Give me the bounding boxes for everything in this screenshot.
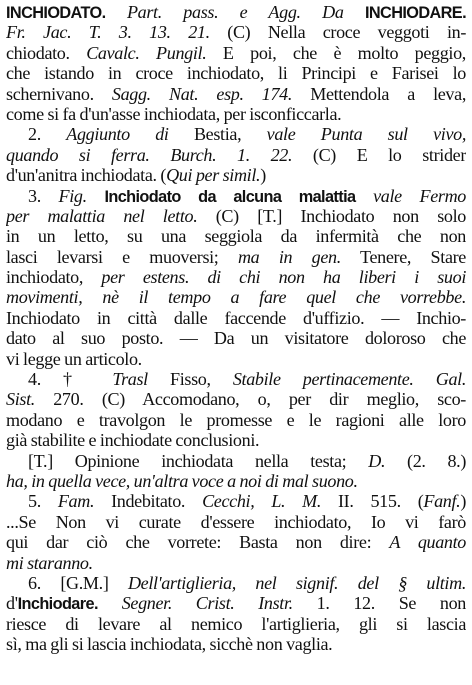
entry-line: [6, 226, 466, 246]
text-run: E poi, che è molto peggio,: [206, 42, 466, 63]
text-run: (2. 8.): [385, 450, 466, 471]
text-run: [T.] Opinione inchiodata nella testa;: [28, 450, 369, 471]
entry-line: [6, 145, 466, 165]
text-run: d'un'anitra inchiodata. (: [6, 165, 167, 186]
grammar-note: Aggiunto di: [66, 124, 169, 145]
entry-line: [6, 491, 466, 511]
text-run: Indebitato.: [94, 491, 203, 512]
entry-line: [6, 267, 466, 287]
text-run: vi legge un articolo.: [6, 348, 142, 369]
text-run: Fisso,: [147, 369, 233, 390]
citation: Fanf.: [423, 491, 461, 512]
entry-line: [6, 328, 466, 348]
text-run: Mettendola a leva,: [292, 83, 466, 104]
text-run: inchiodato,: [6, 267, 102, 288]
text-run: (C) Nella croce veggoti in-: [209, 22, 466, 43]
grammar-note: Trasl: [112, 369, 148, 390]
sense-number: 2.: [28, 124, 67, 145]
text-run: ): [260, 165, 266, 186]
entry-line: [6, 451, 466, 471]
entry-line: [6, 410, 466, 430]
sense-number: 3.: [28, 185, 59, 206]
text-run: [106, 2, 127, 22]
entry-line: [6, 186, 466, 206]
text-run: in un letto, su una seggiola da infermità che non: [6, 226, 466, 247]
text-run: che istando in croce inchiodato, li Principi e Farisei lo: [6, 63, 466, 84]
text-run: (C) [T.] Inchiodato non solo: [197, 205, 466, 226]
cross-reference: INCHIODARE.: [364, 4, 466, 22]
entry-line: [6, 124, 466, 144]
grammar-note: Part. pass. e Agg. Da: [126, 2, 365, 22]
entry-line: [6, 2, 466, 22]
grammar-note: vale: [266, 124, 296, 145]
text-run: II. 515. (: [321, 491, 424, 512]
entry-line: [6, 614, 466, 634]
definition: Stabile pertinacemente. Gal.: [232, 369, 466, 390]
entry-line: [6, 308, 466, 328]
grammar-note: Qui per simil.: [166, 165, 261, 186]
entry-line: [6, 593, 466, 613]
text-run: Bestia,: [168, 124, 267, 145]
definition: Punta sul vivo,: [295, 124, 466, 145]
text-run: Inchiodato in città dalle faccende d'uffizio. — Inchio-: [6, 307, 466, 328]
entry-line: [6, 389, 466, 409]
definition: per malattia nel letto.: [6, 205, 198, 226]
quotation: A quanto: [389, 532, 466, 553]
text-run: ): [460, 491, 466, 512]
entry-line: [6, 84, 466, 104]
quotation: mi staranno.: [6, 552, 93, 573]
text-run: [87, 186, 105, 206]
grammar-note: Fig.: [58, 185, 87, 206]
text-run: riesce di levare al nemico l'artiglieria, gli si lascia: [6, 613, 466, 634]
entry-line: [6, 22, 466, 42]
sense-number: 6. [G.M.]: [28, 572, 128, 593]
citation: D.: [368, 450, 386, 471]
grammar-note: Fam.: [57, 491, 95, 512]
definition: per estens. di chi non ha liberi i suoi: [101, 267, 466, 288]
entry-line: [6, 430, 466, 450]
entry-line: [6, 512, 466, 532]
entry-line: [6, 247, 466, 267]
text-run: lasci levarsi e muoversi;: [6, 246, 238, 267]
citation: Cecchi, L. M.: [202, 491, 322, 512]
entry-line: [6, 532, 466, 552]
citation: Fr. Jac. T. 3. 13. 21.: [6, 22, 210, 43]
quotation: ha, in quella vece, un'altra voce a noi di mal suono.: [6, 470, 358, 491]
entry-line: [6, 206, 466, 226]
entry-line: [6, 104, 466, 124]
cross-reference: Inchiodare.: [17, 595, 98, 614]
sense-number: 4. †: [28, 369, 113, 390]
headword: INCHIODATO.: [6, 4, 106, 22]
entry-line: [6, 349, 466, 369]
grammar-note: ma in gen.: [237, 246, 341, 267]
text-run: (C) E lo strider: [292, 144, 466, 165]
text-run: Tenere, Stare: [340, 246, 466, 267]
entry-line: [6, 553, 466, 573]
citation: Segner. Crist. Instr.: [121, 593, 293, 614]
entry-line: [6, 634, 466, 654]
phrase-headword: Inchiodato da alcuna malattia: [104, 187, 356, 206]
entry-line: [6, 43, 466, 63]
citation: Cavalc. Pungil.: [86, 42, 207, 63]
definition: movimenti, nè il tempo a fare quel che vorrebbe.: [6, 287, 466, 308]
text-run: 270. (C) Accomodano, o, per dir meglio, sco-: [34, 389, 466, 410]
citation: Sist.: [6, 389, 35, 410]
definition: vale Fermo: [355, 185, 466, 206]
text-run: come si fa d'un'asse inchiodata, per isconficcarla.: [6, 103, 342, 124]
text-run: 1. 12. Se non: [292, 593, 466, 614]
text-run: ...Se Non vi curate d'essere inchiodato, Io vi farò: [6, 511, 466, 532]
text-run: già stabilite e inchiodate conclusioni.: [6, 430, 260, 451]
text-run: dato al suo posto. — Da un visitatore doloroso che: [6, 328, 466, 349]
entry-line: [6, 287, 466, 307]
sense-number: 5.: [28, 491, 58, 512]
definition: Dell'artiglieria, nel signif. del § ultim.: [127, 572, 466, 593]
text-run: sì, ma gli si lascia inchiodata, sicchè non vaglia.: [6, 634, 333, 655]
text-run: d': [6, 593, 18, 614]
entry-line: [6, 573, 466, 593]
citation: quando si ferra. Burch. 1. 22.: [6, 144, 293, 165]
citation: Sagg. Nat. esp. 174.: [111, 83, 293, 104]
text-run: qui dar ciò che vorrete: Basta non dire:: [6, 532, 390, 553]
entry-line: [6, 63, 466, 83]
text-run: chiodato.: [6, 42, 87, 63]
text-run: [98, 593, 122, 613]
text-run: schernivano.: [6, 83, 112, 104]
entry-line: [6, 165, 466, 185]
entry-line: [6, 369, 466, 389]
text-run: modano e travolgon le promesse e le ragioni alle loro: [6, 409, 466, 430]
entry-line: [6, 471, 466, 491]
